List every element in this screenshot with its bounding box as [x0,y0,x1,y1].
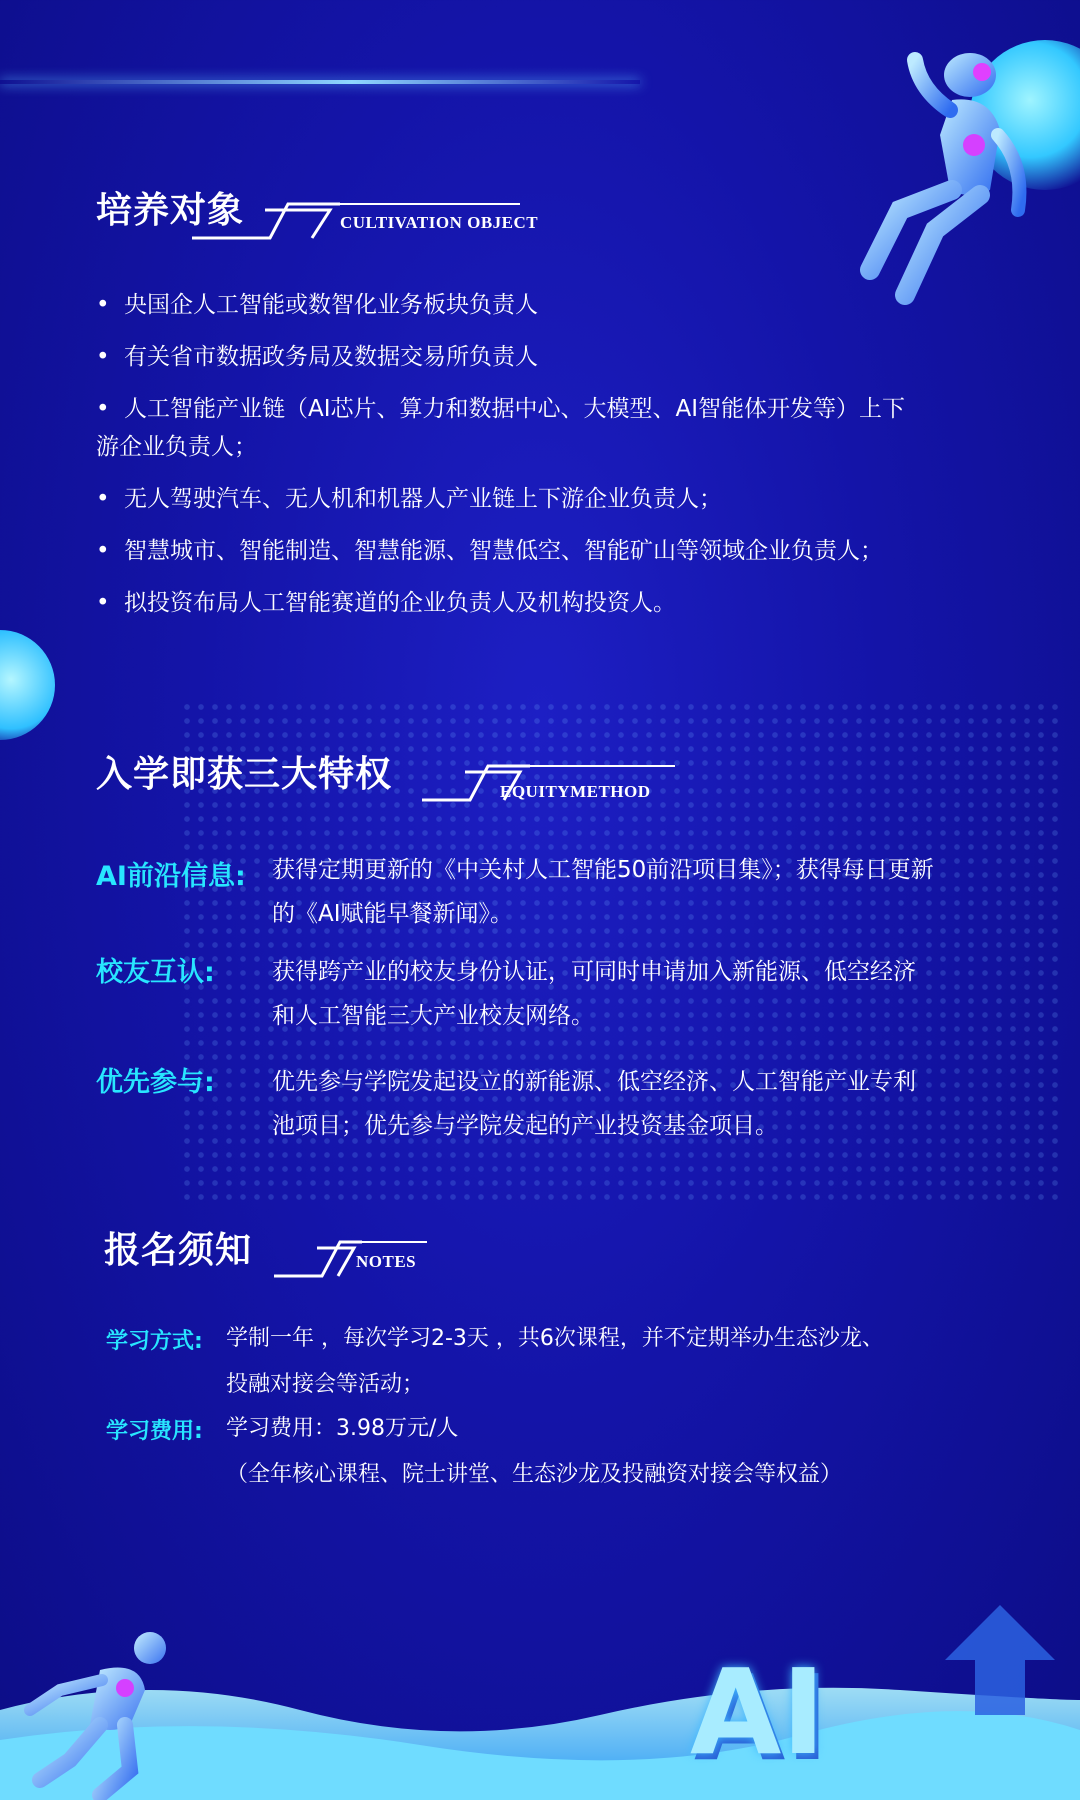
bullet-dot: • [96,344,110,370]
robot-illustration-bottom [20,1630,180,1800]
section-title-privileges: 入学即获三大特权 [96,754,393,795]
up-arrow-icon [940,1600,1060,1720]
list-item: • 人工智能产业链（AI芯片、算力和数据中心、大模型、AI智能体开发等）上下 游企业负责人； [96,390,996,466]
list-item: • 央国企人工智能或数智化业务板块负责人 [96,286,996,324]
light-streak [0,80,640,84]
section-title-cultivation: 培养对象 [96,190,245,231]
ai-logo: AI [690,1643,826,1781]
bullet-dot: • [96,396,110,422]
study-mode-text: 学制一年 ，每次学习2-3天 ，共6次课程，并不定期举办生态沙龙、 投融对接会等活动； [226,1326,884,1397]
section-subtitle-cultivation: CULTIVATION OBJECT [340,213,539,232]
list-item: • 拟投资布局人工智能赛道的企业负责人及机构投资人。 [96,584,996,622]
privilege-text: 获得跨产业的校友身份认证，可同时申请加入新能源、低空经济 和人工智能三大产业校友网络。 [272,959,916,1029]
study-mode-label: 学习方式: [106,1329,203,1354]
privilege-label: 优先参与: [96,1067,215,1098]
list-item: • 智慧城市、智能制造、智慧能源、智慧低空、智能矿山等领域企业负责人； [96,532,996,570]
bullet-dot: • [96,486,110,512]
privilege-text: 优先参与学院发起设立的新能源、低空经济、人工智能产业专利 池项目；优先参与学院发起的产业投资基金项目。 [272,1069,916,1139]
privilege-text: 获得定期更新的《中关村人工智能50前沿项目集》；获得每日更新 的《AI赋能早餐新闻》。 [272,857,934,927]
bullet-dot: • [96,538,110,564]
section-title-notes: 报名须知 [104,1230,253,1271]
privilege-label: AI前沿信息: [96,861,246,892]
bullet-dot: • [96,590,110,616]
fee-text: 学习费用：3.98万元/人 （全年核心课程、院士讲堂、生态沙龙及投融资对接会等权益） [226,1416,843,1487]
cultivation-list [96,286,996,636]
glow-orb-left [0,630,55,740]
list-item: • 无人驾驶汽车、无人机和机器人产业链上下游企业负责人； [96,480,996,518]
list-item: • 有关省市数据政务局及数据交易所负责人 [96,338,996,376]
privilege-label: 校友互认: [96,957,215,988]
section-subtitle-notes: NOTES [356,1252,417,1271]
section-subtitle-privileges: EQUITYMETHOD [500,782,651,801]
list-item-continuation: 游企业负责人； [96,434,257,460]
bullet-dot: • [96,292,110,318]
fee-label: 学习费用: [106,1419,203,1444]
